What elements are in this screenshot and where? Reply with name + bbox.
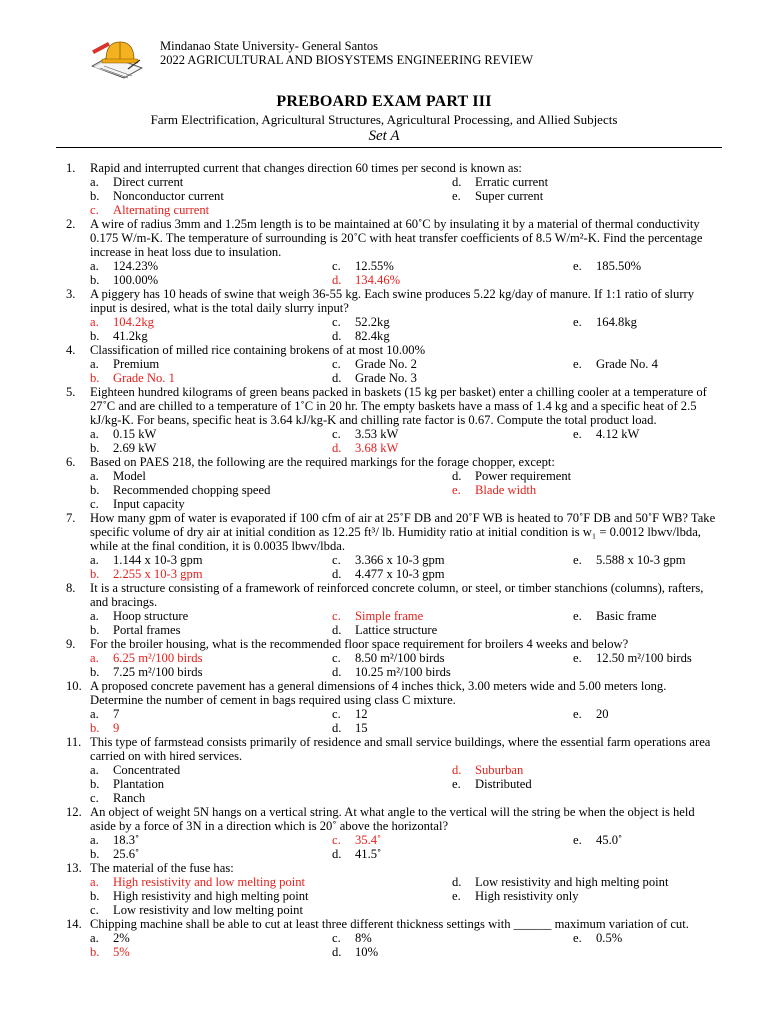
option-letter: e. [452, 189, 461, 203]
option-text: 2.69 kW [113, 441, 157, 455]
option-letter: d. [332, 623, 342, 637]
answer-option [90, 665, 203, 679]
option-text: High resistivity and high melting point [113, 889, 309, 903]
option-text: 4.12 kW [596, 427, 640, 441]
option-letter: b. [90, 623, 100, 637]
answer-option [90, 763, 180, 777]
answer-option [452, 175, 548, 189]
option-letter: d. [332, 273, 342, 287]
option-text: Blade width [475, 483, 537, 497]
answer-option [452, 469, 571, 483]
question-number: 4. [66, 343, 76, 357]
question-text: A wire of radius 3mm and 1.25m length is to be maintained at 60˚C by insulating it by a material of thermal conductivity 0.175 W/m-K. The temperature of surrounding is 20˚C with heat transfer coefficients of 8.5 W/m²-K. Find the percentage increase in heat loss due to insulation. [90, 217, 703, 259]
answer-option [90, 189, 224, 203]
question-text: For the broiler housing, what is the recommended floor space requirement for broilers 4 weeks and below? [90, 637, 629, 651]
answer-options [0, 427, 722, 455]
option-text: Low resistivity and high melting point [475, 875, 669, 889]
answer-option [573, 259, 641, 273]
header-divider [56, 147, 722, 148]
question-text: The material of the fuse has: [90, 861, 234, 875]
option-letter: c. [90, 203, 99, 217]
option-letter: a. [90, 553, 99, 567]
answer-option [90, 623, 181, 637]
option-text: 100.00% [113, 273, 159, 287]
answer-options [0, 833, 722, 861]
option-text: 41.5˚ [355, 847, 382, 861]
option-letter: d. [332, 721, 342, 735]
answer-option [90, 175, 183, 189]
question-item [0, 385, 722, 455]
option-letter: d. [452, 175, 462, 189]
question-text: A proposed concrete pavement has a general dimensions of 4 inches thick, 3.00 meters wide and 5.00 meters long. Determine the number of cement in bags required using class C mixture. [90, 679, 667, 707]
option-text: 10.25 m²/100 birds [355, 665, 451, 679]
option-letter: a. [90, 707, 99, 721]
option-letter: a. [90, 651, 99, 665]
question-item [0, 161, 722, 217]
answer-option-correct [452, 483, 536, 497]
answer-option [90, 707, 119, 721]
option-letter: d. [332, 441, 342, 455]
university-name: Mindanao State University- General Santos [160, 39, 379, 53]
option-text: 8.50 m²/100 birds [355, 651, 445, 665]
question-text: Chipping machine shall be able to cut at least three different thickness settings with ______ maximum variation of cut. [90, 917, 689, 931]
option-text: 35.4˚ [355, 833, 382, 847]
option-letter: c. [332, 427, 341, 441]
answer-option [90, 497, 185, 511]
option-text: Grade No. 4 [596, 357, 658, 371]
option-letter: e. [452, 889, 461, 903]
answer-option-correct [90, 875, 305, 889]
option-text: Low resistivity and low melting point [113, 903, 303, 917]
option-text: Concentrated [113, 763, 181, 777]
answer-option [332, 329, 390, 343]
option-text: Alternating current [113, 203, 210, 217]
answer-option [90, 483, 270, 497]
option-letter: e. [573, 707, 582, 721]
option-text: 2.255 x 10-3 gpm [113, 567, 203, 581]
answer-option-correct [90, 371, 175, 385]
option-letter: a. [90, 763, 99, 777]
answer-options [0, 763, 722, 805]
answer-option [90, 329, 148, 343]
option-letter: c. [332, 707, 341, 721]
answer-option [90, 259, 158, 273]
option-letter: e. [573, 553, 582, 567]
question-item [0, 343, 722, 385]
option-letter: a. [90, 175, 99, 189]
question-text: Based on PAES 218, the following are the required markings for the forage chopper, except: [90, 455, 555, 469]
answer-option [573, 833, 622, 847]
option-text: 124.23% [113, 259, 159, 273]
option-text: 5.588 x 10-3 gpm [596, 553, 686, 567]
answer-option [452, 889, 579, 903]
answer-option-correct [332, 609, 423, 623]
option-letter: d. [332, 567, 342, 581]
option-letter: a. [90, 609, 99, 623]
question-text: How many gpm of water is evaporated if 100 cfm of air at 25˚F DB and 20˚F WB is heated to 70˚F DB and 50˚F WB? Take specific volume of dry air at initial condition as 12.25 ft³/ lb. Humidity ratio at initial condition is w₁ = 0.0012 lbwv/lbda, while at the final condition, it is 0.0035 lbwv/lbda. [90, 511, 716, 553]
option-text: Portal frames [113, 623, 181, 637]
answer-option-correct [332, 441, 398, 455]
answer-option [332, 721, 368, 735]
question-item [0, 917, 722, 959]
answer-option [90, 931, 130, 945]
option-letter: c. [90, 497, 99, 511]
option-letter: b. [90, 777, 100, 791]
answer-option [90, 357, 159, 371]
answer-options [0, 259, 722, 287]
option-text: 41.2kg [113, 329, 148, 343]
option-text: 82.4kg [355, 329, 390, 343]
option-letter: a. [90, 469, 99, 483]
answer-option [332, 651, 445, 665]
question-text: Eighteen hundred kilograms of green beans packed in baskets (15 kg per basket) enter a chilling cooler at a temperature of 27˚C and are chilled to a temperature of 1˚C in 20 hr. The empty baskets have a mass of 1.4 kg and a specific heat of 2.5 kJ/kg-K. For beans, specific heat is 3.64 kJ/kg-K and chilling rate factor is 0.67. Compute the total product load. [90, 385, 707, 427]
answer-options [0, 651, 722, 679]
option-letter: a. [90, 259, 99, 273]
option-letter: e. [573, 833, 582, 847]
question-text: An object of weight 5N hangs on a vertical string. At what angle to the vertical will the string be when the object is held aside by a force of 3N in a direction which is 20˚ above the horizontal? [90, 805, 695, 833]
answer-option [332, 259, 394, 273]
answer-option-correct [90, 567, 203, 581]
option-letter: e. [573, 315, 582, 329]
option-text: Distributed [475, 777, 532, 791]
question-number: 3. [66, 287, 76, 301]
option-letter: b. [90, 945, 100, 959]
answer-option [90, 847, 139, 861]
question-number: 11. [66, 735, 82, 749]
option-text: 104.2kg [113, 315, 154, 329]
answer-option [332, 315, 390, 329]
answer-option [90, 469, 146, 483]
option-text: 10% [355, 945, 379, 959]
answer-option [332, 847, 381, 861]
answer-option [573, 651, 692, 665]
option-text: Nonconductor current [113, 189, 224, 203]
option-letter: e. [573, 427, 582, 441]
review-name: 2022 AGRICULTURAL AND BIOSYSTEMS ENGINEERING REVIEW [160, 53, 534, 67]
option-letter: d. [332, 371, 342, 385]
answer-option-correct [90, 945, 130, 959]
answer-option [332, 931, 372, 945]
question-number: 8. [66, 581, 76, 595]
question-number: 9. [66, 637, 76, 651]
option-text: 3.53 kW [355, 427, 399, 441]
option-text: 0.5% [596, 931, 623, 945]
option-letter: b. [90, 483, 100, 497]
option-text: 6.25 m²/100 birds [113, 651, 203, 665]
question-item [0, 511, 722, 581]
option-letter: a. [90, 357, 99, 371]
option-text: 8% [355, 931, 372, 945]
answer-option [90, 427, 156, 441]
answer-option-correct [332, 273, 400, 287]
option-letter: c. [90, 791, 99, 805]
question-item [0, 679, 722, 735]
answer-option [90, 273, 158, 287]
answer-option [90, 833, 139, 847]
question-number: 7. [66, 511, 76, 525]
question-item [0, 861, 722, 917]
question-number: 10. [66, 679, 82, 693]
answer-options [0, 175, 722, 217]
option-letter: e. [452, 483, 461, 497]
option-text: Model [113, 469, 146, 483]
option-letter: c. [332, 553, 341, 567]
exam-set-label: Set A [368, 128, 400, 144]
answer-options [0, 357, 722, 385]
question-number: 5. [66, 385, 76, 399]
option-text: 12.50 m²/100 birds [596, 651, 692, 665]
option-text: Hoop structure [113, 609, 189, 623]
answer-options [0, 609, 722, 637]
answer-option [90, 777, 164, 791]
option-text: 3.68 kW [355, 441, 399, 455]
option-text: 5% [113, 945, 130, 959]
answer-option [573, 427, 639, 441]
option-letter: c. [90, 903, 99, 917]
answer-option [90, 441, 156, 455]
option-letter: a. [90, 931, 99, 945]
question-number: 13. [66, 861, 82, 875]
option-letter: d. [452, 469, 462, 483]
question-text: Classification of milled rice containing brokens of at most 10.00% [90, 343, 426, 357]
option-text: 2% [113, 931, 130, 945]
answer-option-correct [332, 833, 381, 847]
question-item [0, 455, 722, 511]
option-text: Ranch [113, 791, 146, 805]
answer-option-correct [90, 203, 209, 217]
option-text: 20 [596, 707, 609, 721]
option-letter: d. [332, 945, 342, 959]
option-text: Direct current [113, 175, 184, 189]
answer-option [90, 553, 203, 567]
option-text: 134.46% [355, 273, 401, 287]
option-text: 185.50% [596, 259, 642, 273]
option-text: 25.6˚ [113, 847, 140, 861]
answer-option [332, 427, 398, 441]
answer-option [452, 777, 532, 791]
answer-option-correct [90, 721, 119, 735]
option-text: High resistivity and low melting point [113, 875, 306, 889]
option-letter: d. [332, 329, 342, 343]
answer-option [452, 875, 668, 889]
option-letter: c. [332, 931, 341, 945]
question-number: 2. [66, 217, 76, 231]
answer-option-correct [90, 651, 203, 665]
answer-option [573, 707, 609, 721]
option-text: 7.25 m²/100 birds [113, 665, 203, 679]
option-letter: b. [90, 189, 100, 203]
answer-option [332, 553, 445, 567]
option-text: Grade No. 1 [113, 371, 175, 385]
answer-options [0, 875, 722, 917]
answer-option [573, 931, 622, 945]
answer-option [90, 889, 309, 903]
question-item [0, 217, 722, 287]
answer-option [332, 945, 378, 959]
answer-option [573, 315, 637, 329]
page-subtitle: Farm Electrification, Agricultural Structures, Agricultural Processing, and Allied Subjects [150, 112, 618, 127]
option-letter: e. [452, 777, 461, 791]
answer-options [0, 469, 722, 511]
option-letter: e. [573, 259, 582, 273]
option-text: 0.15 kW [113, 427, 157, 441]
option-letter: a. [90, 427, 99, 441]
answer-option [332, 623, 437, 637]
option-text: 15 [355, 721, 368, 735]
option-text: Premium [113, 357, 160, 371]
question-item [0, 735, 722, 805]
option-letter: c. [332, 651, 341, 665]
option-letter: b. [90, 441, 100, 455]
question-item [0, 287, 722, 343]
question-text: Rapid and interrupted current that changes direction 60 times per second is known as: [90, 161, 522, 175]
option-text: 1.144 x 10-3 gpm [113, 553, 203, 567]
question-text: This type of farmstead consists primarily of residence and small service buildings, where the essential farm operations area carried on with hired services. [90, 735, 711, 763]
option-letter: b. [90, 665, 100, 679]
option-letter: e. [573, 651, 582, 665]
option-letter: b. [90, 889, 100, 903]
answer-option [90, 791, 145, 805]
option-letter: e. [573, 357, 582, 371]
option-letter: d. [332, 847, 342, 861]
answer-option [573, 357, 658, 371]
option-text: 52.2kg [355, 315, 390, 329]
question-text: It is a structure consisting of a framework of reinforced concrete column, or steel, or timber stanchions (columns), rafters, and bracings. [90, 581, 704, 609]
answer-option [90, 903, 303, 917]
option-letter: b. [90, 329, 100, 343]
option-text: Power requirement [475, 469, 572, 483]
answer-option [332, 567, 445, 581]
option-letter: a. [90, 833, 99, 847]
option-letter: b. [90, 721, 100, 735]
option-text: 45.0˚ [596, 833, 623, 847]
option-letter: c. [332, 357, 341, 371]
option-letter: b. [90, 371, 100, 385]
option-text: Lattice structure [355, 623, 438, 637]
option-letter: a. [90, 875, 99, 889]
question-number: 14. [66, 917, 82, 931]
option-text: Grade No. 2 [355, 357, 417, 371]
option-letter: e. [573, 609, 582, 623]
option-letter: b. [90, 273, 100, 287]
question-number: 12. [66, 805, 82, 819]
option-letter: c. [332, 315, 341, 329]
option-text: 3.366 x 10-3 gpm [355, 553, 445, 567]
option-letter: b. [90, 567, 100, 581]
answer-option [332, 357, 417, 371]
engineering-helmet-logo-icon [88, 36, 144, 80]
option-text: 9 [113, 721, 120, 735]
answer-option [332, 665, 451, 679]
option-text: Grade No. 3 [355, 371, 417, 385]
option-text: Super current [475, 189, 544, 203]
answer-options [0, 707, 722, 735]
option-text: Recommended chopping speed [113, 483, 271, 497]
page-title: PREBOARD EXAM PART III [276, 93, 492, 110]
option-letter: d. [452, 763, 462, 777]
option-letter: d. [452, 875, 462, 889]
question-item [0, 805, 722, 861]
answer-option [332, 371, 417, 385]
question-number: 1. [66, 161, 76, 175]
option-letter: d. [332, 665, 342, 679]
answer-options [0, 931, 722, 959]
answer-option [573, 609, 657, 623]
option-text: Plantation [113, 777, 165, 791]
answer-options [0, 315, 722, 343]
question-list [0, 161, 768, 959]
question-number: 6. [66, 455, 76, 469]
question-text: A piggery has 10 heads of swine that weigh 36-55 kg. Each swine produces 5.22 kg/day of manure. If 1:1 ratio of slurry input is desired, what is the total daily slurry input? [90, 287, 695, 315]
answer-option [452, 189, 543, 203]
question-item [0, 637, 722, 679]
answer-option [573, 553, 686, 567]
answer-option [332, 707, 368, 721]
option-letter: c. [332, 833, 341, 847]
answer-option-correct [452, 763, 523, 777]
option-letter: a. [90, 315, 99, 329]
question-item [0, 581, 722, 637]
option-text: 12.55% [355, 259, 394, 273]
option-text: 18.3˚ [113, 833, 140, 847]
answer-option-correct [90, 315, 154, 329]
option-text: High resistivity only [475, 889, 579, 903]
option-text: Input capacity [113, 497, 185, 511]
option-letter: c. [332, 259, 341, 273]
option-text: Erratic current [475, 175, 549, 189]
option-letter: b. [90, 847, 100, 861]
option-text: 7 [113, 707, 120, 721]
option-text: 164.8kg [596, 315, 637, 329]
option-text: Basic frame [596, 609, 657, 623]
option-text: Simple frame [355, 609, 424, 623]
option-letter: e. [573, 931, 582, 945]
option-letter: c. [332, 609, 341, 623]
answer-option [90, 609, 188, 623]
answer-options [0, 553, 722, 581]
option-text: 12 [355, 707, 368, 721]
institution-header [160, 39, 533, 67]
option-text: Suburban [475, 763, 524, 777]
option-text: 4.477 x 10-3 gpm [355, 567, 445, 581]
